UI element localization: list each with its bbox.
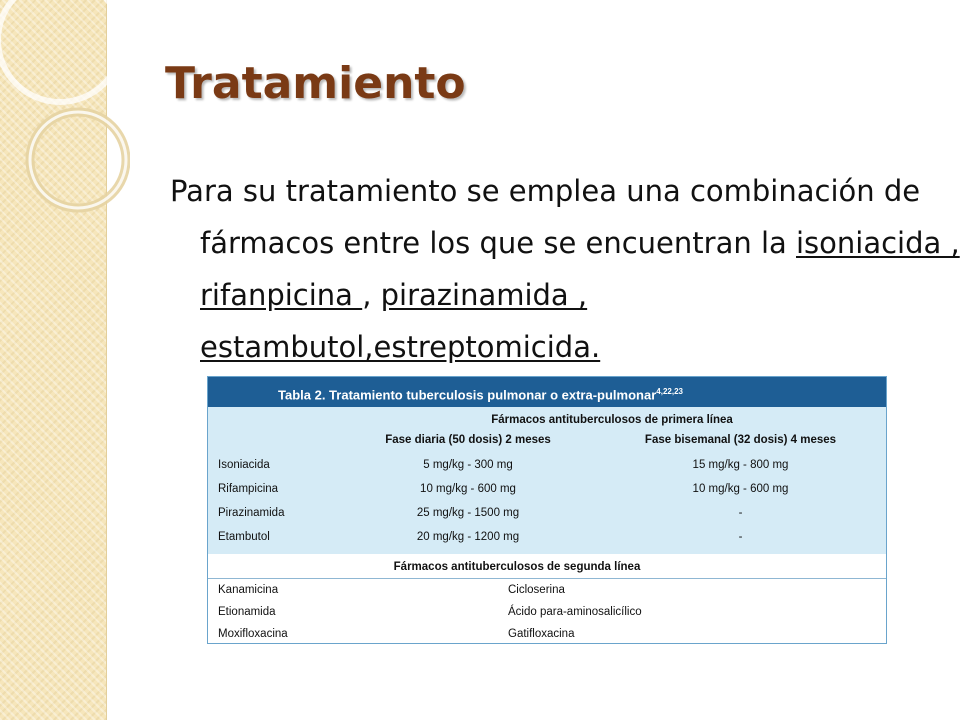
second-line-section xyxy=(208,554,886,643)
first-line-section xyxy=(208,407,886,554)
first-line-title-row xyxy=(208,409,886,431)
col-daily-header: Fase diaria (50 dosis) 2 meses xyxy=(385,434,551,446)
paragraph-lead: Para su tratamiento se emplea una combinación de fármacos entre los que se encuentran la xyxy=(170,174,921,260)
drug-name: Pirazinamida xyxy=(218,507,285,519)
biweekly-dose: - xyxy=(738,507,743,519)
paragraph-separator: , xyxy=(362,278,381,312)
daily-dose: 5 mg/kg - 300 mg xyxy=(423,459,513,471)
second-line-title: Fármacos antituberculosos de segunda línea xyxy=(393,561,641,573)
table-row xyxy=(208,601,886,623)
col-biweekly-header: Fase bisemanal (32 dosis) 4 meses xyxy=(644,434,837,446)
drug-name: Moxifloxacina xyxy=(218,628,288,640)
drug-link-1[interactable]: isoniacida , rifanpicina xyxy=(200,226,960,312)
first-line-header-row xyxy=(208,429,886,451)
decorative-circles xyxy=(0,0,130,260)
table-row xyxy=(208,526,886,548)
drug-link-2[interactable]: pirazinamida , estambutol,estreptomicida. xyxy=(200,278,601,364)
table-row xyxy=(208,579,886,601)
daily-dose: 10 mg/kg - 600 mg xyxy=(420,483,516,495)
table-caption-text: Tabla 2. Tratamiento tuberculosis pulmonar o extra-pulmonar xyxy=(278,387,657,403)
drug-name: Etionamida xyxy=(218,606,276,618)
table-row xyxy=(208,623,886,645)
table-caption-refs: 4,22,23 xyxy=(656,387,683,396)
biweekly-dose: 15 mg/kg - 800 mg xyxy=(692,459,789,471)
drug-name: Gatifloxacina xyxy=(508,628,575,640)
first-line-title: Fármacos antituberculosos de primera línea xyxy=(491,414,733,426)
biweekly-dose: - xyxy=(738,531,743,543)
drug-name: Etambutol xyxy=(218,531,270,543)
slide-paragraph xyxy=(170,165,960,373)
table-caption xyxy=(208,377,886,407)
daily-dose: 25 mg/kg - 1500 mg xyxy=(416,507,520,519)
daily-dose: 20 mg/kg - 1200 mg xyxy=(416,531,520,543)
drug-name: Rifampicina xyxy=(218,483,279,495)
drug-name: Kanamicina xyxy=(218,584,279,596)
drug-name: Isoniacida xyxy=(218,459,270,471)
drug-name: Cicloserina xyxy=(508,584,565,596)
biweekly-dose: 10 mg/kg - 600 mg xyxy=(692,483,789,495)
table-row xyxy=(208,502,886,524)
second-line-title-row xyxy=(208,556,886,578)
treatment-table xyxy=(207,376,887,644)
table-row xyxy=(208,478,886,500)
drug-name: Ácido para-aminosalicílico xyxy=(508,606,642,618)
table-row xyxy=(208,454,886,476)
slide-title: Tratamiento xyxy=(165,58,466,109)
